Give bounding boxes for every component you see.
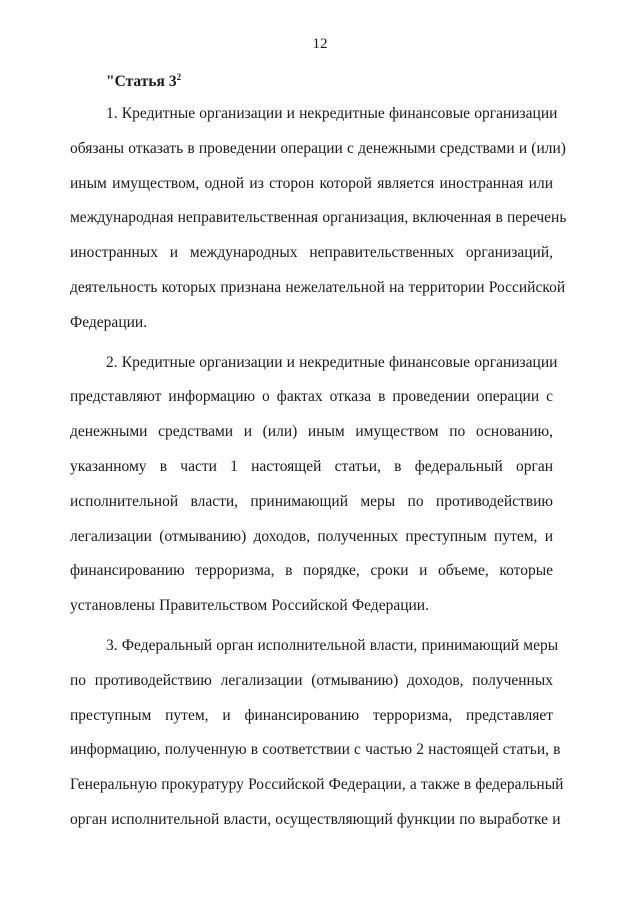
- article-body: [70, 97, 567, 838]
- paragraph-line: информацию, полученную в соответствии с частью 2 настоящей статьи, в: [70, 741, 561, 759]
- article-heading-superscript: 2: [176, 71, 182, 82]
- paragraph-line: по противодействию легализации (отмыванию) доходов, полученных: [70, 671, 553, 689]
- article-heading-text: "Статья 3: [106, 73, 177, 90]
- paragraph-2: [70, 346, 558, 624]
- paragraph-line: Генеральную прокуратуру Российской Федерации, а также в федеральный: [70, 776, 564, 794]
- paragraph-line: указанному в части 1 настоящей статьи, в федеральный орган: [70, 457, 553, 475]
- paragraph-line: исполнительной власти, принимающий меры по противодействию: [70, 492, 553, 510]
- article-heading: [106, 73, 181, 91]
- paragraph-line: 3. Федеральный орган исполнительной власти, принимающий меры: [106, 636, 559, 654]
- page-number: 12: [312, 36, 328, 52]
- paragraph-line: 2. Кредитные организации и некредитные финансовые организации: [106, 353, 558, 371]
- paragraph-1: [70, 97, 567, 341]
- paragraph-3: [70, 629, 564, 838]
- paragraph-line: иностранных и международных неправительственных организаций,: [70, 244, 553, 262]
- paragraph-line: деятельность которых признана нежелательной на территории Российской: [70, 278, 566, 296]
- paragraph-line: легализации (отмыванию) доходов, полученных преступным путем, и: [70, 527, 553, 545]
- paragraph-line: международная неправительственная организация, включенная в перечень: [70, 209, 567, 227]
- paragraph-line: финансированию терроризма, в порядке, сроки и объеме, которые: [70, 562, 553, 580]
- paragraph-line: установлены Правительством Российской Федерации.: [70, 597, 429, 615]
- paragraph-line: иным имуществом, одной из сторон которой является иностранная или: [70, 174, 553, 192]
- paragraph-line: орган исполнительной власти, осуществляющий функции по выработке и: [70, 810, 561, 828]
- paragraph-line: преступным путем, и финансированию терроризма, представляет: [70, 706, 553, 724]
- paragraph-line: обязаны отказать в проведении операции с денежными средствами и (или): [70, 139, 566, 157]
- paragraph-line: Федерации.: [70, 313, 148, 331]
- paragraph-line: 1. Кредитные организации и некредитные финансовые организации: [106, 105, 558, 122]
- paragraph-line: денежными средствами и (или) иным имуществом по основанию,: [70, 423, 553, 441]
- paragraph-line: представляют информацию о фактах отказа в проведении операции с: [70, 388, 553, 406]
